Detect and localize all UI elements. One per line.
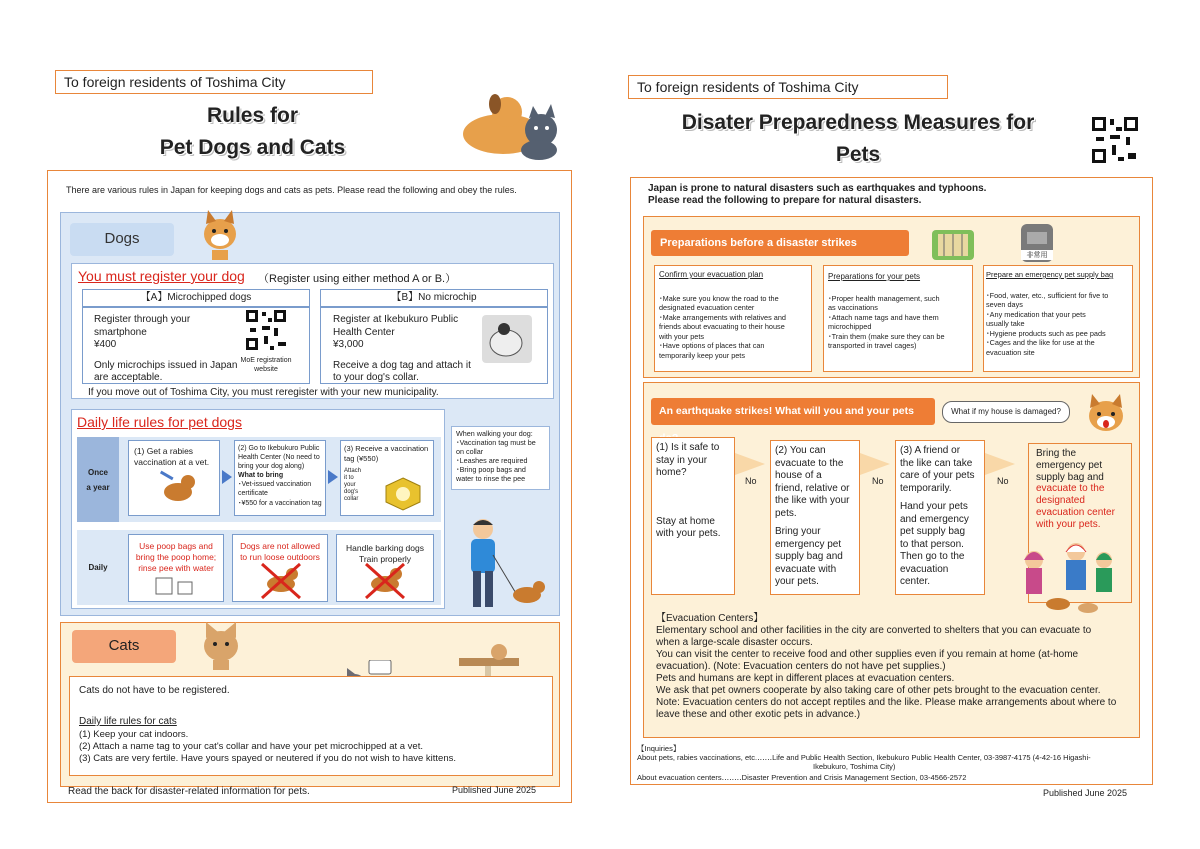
method-a-head: 【A】Microchipped dogs bbox=[82, 289, 310, 307]
move-note: If you move out of Toshima City, you must reregister with your new municipality. bbox=[88, 387, 439, 398]
walking-tips: When walking your dog: ･Vaccination tag must be on collar ･Leashes are required ･Bring poop bags and water to rinse the pee bbox=[451, 426, 550, 490]
daily-rule-2: Dogs are not allowed to run loose outdoors bbox=[232, 534, 328, 602]
right-title-line2: Pets bbox=[835, 143, 881, 166]
dog-face-icon bbox=[198, 208, 242, 262]
moe-caption: MoE registration website bbox=[240, 357, 292, 374]
step1-box: (1) Get a rabies vaccination at a vet. bbox=[128, 440, 220, 516]
prep-col-1-head: Confirm your evacuation plan bbox=[659, 270, 764, 279]
right-intro: Japan is prone to natural disasters such as earthquakes and typhoons. Please read the following to prepare for natural disasters. bbox=[648, 183, 987, 206]
left-title-line2: Pet Dogs and Cats bbox=[159, 136, 346, 159]
dog-and-cat-illustration bbox=[455, 92, 570, 162]
dog-tag-icon bbox=[482, 315, 532, 363]
step-arrow-1 bbox=[222, 470, 232, 484]
person-walking-dog-illustration bbox=[455, 515, 555, 613]
daily-rule-1: Use poop bags and bring the poop home; rinse pee with water bbox=[128, 534, 224, 602]
evacuation-centers-text: 【Evacuation Centers】 Elementary school and other facilities in the city are converted to shelters that you can evacuate to when a large-scale disaster occurs. You can visit the center to receive food and other supplies even if you remain at home (at-home evacuation). (Note: Evacuation centers do not have pet supplies.) Pets and humans are kept in different places at evacuation centers. We ask that pet owners cooperate by also taking care of other pets brought to the evacuation center. Note: Evacuation centers do not accept reptiles and the like. Please make arrangements about where to leave these and other exotic pets in advance.) bbox=[656, 613, 1117, 720]
question-1-box: (1) Is it safe to stay in your home? Stay at home with your pets. bbox=[651, 437, 735, 595]
question-2-box: (2) You can evacuate to the house of a friend, relative or the like with your pets. Bring your emergency pet supply bag and evacuate with your pets. bbox=[770, 440, 860, 595]
left-audience-tag: To foreign residents of Toshima City bbox=[55, 70, 373, 94]
flow-arrow-1 bbox=[735, 453, 765, 475]
emergency-bag-label: 非常用 bbox=[1021, 250, 1053, 260]
cat-face-icon bbox=[198, 618, 244, 672]
daily-rules-heading: Daily life rules for pet dogs bbox=[77, 414, 242, 430]
inquiries-text: 【Inquiries】 About pets, rabies vaccinations, etc.‥‥‥Life and Public Health Section, Ikebukuro Public Health Center, 03-3987-4175 (4-42-16 Higashi- Ikebukuro, Toshima City) About evacuation centers‥‥‥‥Disaster Prevention and Crisis Management Section, 03-4566-2572 bbox=[637, 744, 1091, 782]
flow-arrow-2 bbox=[860, 453, 890, 475]
cats-header: Cats bbox=[72, 630, 176, 663]
step3-box: (3) Receive a vaccination tag (¥550) Attach it to your dog's collar bbox=[340, 440, 434, 516]
pet-carrier-icon bbox=[930, 220, 976, 262]
prep-heading: Preparations before a disaster strikes bbox=[651, 230, 909, 256]
cats-rules-heading: Daily life rules for cats bbox=[79, 716, 177, 727]
left-footer: Read the back for disaster-related information for pets. bbox=[68, 786, 310, 797]
flow-arrow-3 bbox=[985, 453, 1015, 475]
barking-dog-icon bbox=[362, 560, 408, 600]
right-title-line1: Disater Preparedness Measures for bbox=[681, 111, 1035, 134]
no-label-3: No bbox=[997, 476, 1009, 486]
moe-qr-code[interactable] bbox=[244, 308, 288, 352]
once-a-year-label: Once a year bbox=[77, 437, 119, 522]
no-loose-dog-icon bbox=[258, 560, 304, 600]
cats-line1: Cats do not have to be registered. bbox=[79, 685, 230, 696]
method-b-head: 【B】No microchip bbox=[320, 289, 548, 307]
prep-col-3-list: ･Food, water, etc., sufficient for five to seven days ･Any medication that your pets usually take ･Hygiene products such as pee pads ･Cages and the like for use at the evacuation site bbox=[986, 291, 1109, 357]
prep-col-2-head: Preparations for your pets bbox=[828, 272, 921, 281]
left-intro: There are various rules in Japan for keeping dogs and cats as pets. Please read the following and obey the rules. bbox=[66, 185, 517, 195]
register-note: （Register using either method A or B.） bbox=[258, 273, 457, 285]
method-b-text: Register at Ikebukuro Public Health Center ¥3,000 Receive a dog tag and attach it to your dog's collar. bbox=[333, 314, 471, 383]
house-damaged-bubble: What if my house is damaged? bbox=[942, 401, 1070, 423]
right-audience-tag: To foreign residents of Toshima City bbox=[628, 75, 948, 99]
dogs-header: Dogs bbox=[70, 223, 174, 256]
earthquake-heading: An earthquake strikes! What will you and your pets bbox=[651, 398, 935, 425]
no-label-1: No bbox=[745, 476, 757, 486]
method-a-text: Register through your smartphone ¥400 Only microchips issued in Japan are acceptable. bbox=[94, 314, 238, 383]
step2-box: (2) Go to Ikebukuro Public Health Center (No need to bring your dog along) What to bring ･Vet-issued vaccination certificate ･¥550 for a vaccination tag bbox=[234, 440, 326, 516]
evacuating-family-illustration bbox=[1018, 538, 1118, 618]
step-arrow-2 bbox=[328, 470, 338, 484]
right-qr-code[interactable] bbox=[1090, 115, 1140, 165]
question-3-box: (3) A friend or the like can take care of your pets temporarily. Hand your pets and emergency pet supply bag to that person. Then go to the evacuation center. bbox=[895, 440, 985, 595]
left-title-line1: Rules for bbox=[206, 104, 298, 127]
cats-rules-list: (1) Keep your cat indoors. (2) Attach a name tag to your cat's collar and have your pet microchipped at a vet. (3) Cats are very fertile. Have yours spayed or neutered if you do not wish to have kittens. bbox=[79, 729, 457, 764]
right-published: Published June 2025 bbox=[1043, 788, 1128, 798]
poop-bag-icon bbox=[150, 572, 200, 600]
prep-col-1-list: ･Make sure you know the road to the designated evacuation center ･Make arrangements with relatives and friends about evacuating to their house with your pets ･Have options of places that can temporarily keep your pets bbox=[659, 294, 786, 360]
worried-dog-icon bbox=[1082, 390, 1130, 440]
no-label-2: No bbox=[872, 476, 884, 486]
vaccination-tag-icon bbox=[382, 476, 424, 512]
register-heading: You must register your dog bbox=[78, 268, 245, 284]
prep-col-2-list: ･Proper health management, such as vaccinations ･Attach name tags and have them microchipped ･Train them (make sure they can be transported in travel cages) bbox=[828, 294, 945, 351]
vet-dog-icon bbox=[158, 468, 200, 508]
daily-label: Daily bbox=[77, 530, 119, 605]
prep-col-3-head: Prepare an emergency pet supply bag bbox=[986, 270, 1114, 279]
left-published: Published June 2025 bbox=[452, 785, 537, 795]
daily-rule-3: Handle barking dogs Train properly bbox=[336, 534, 434, 602]
final-action-box: Bring the emergency pet supply bag and evacuate to the designated evacuation center with your pets. bbox=[1028, 443, 1132, 603]
